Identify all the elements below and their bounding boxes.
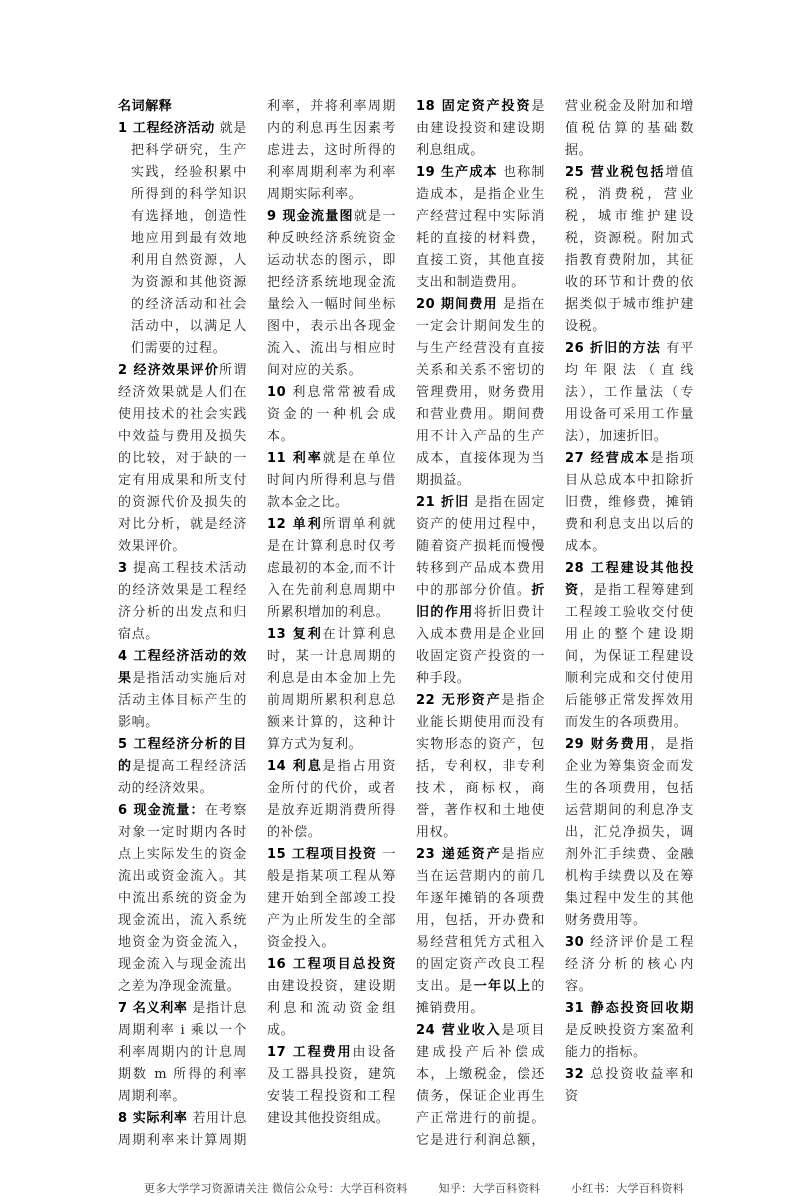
- entry-text: 由设备及工器具投资，建筑安装工程投资和工程建设其他投资组成。: [267, 1045, 396, 1126]
- entry-term: 25 营业税包括: [565, 165, 666, 180]
- entry-text: 也称制造成本，是指企业生产经营过程中实际消耗的直接的材料费，直接工资，其他直接支出和制造费用。: [416, 165, 545, 290]
- entry-text: 若用计息周期利率来计算周期利率，并将利率周期内的利息再生因素考虑进去，这时所得的利率周期利率为利率周期实际利率。: [118, 99, 396, 1148]
- entry-term: 29 财务费用: [565, 737, 651, 752]
- glossary-entry: [416, 162, 545, 294]
- entry-text: 是指项目从总成本中扣除折旧费，维修费，摊销费和利息支出以后的成本。: [565, 451, 694, 554]
- entry-text: 是指活动实施后对活动主体目标产生的影响。: [118, 671, 247, 730]
- entry-term: 11 利率: [267, 451, 323, 466]
- entry-text: 就是在单位时间内所得利息与借款本金之比。: [267, 451, 396, 510]
- entry-term: 32: [565, 1067, 585, 1082]
- entry-text: 就是把科学研究，生产实践，经验积累中所得到的科学知识有选择地，创造性地应用到最有效地利用自然资源，人为资源和其他资源的经济活动和社会活动中，以满足人们需要的过程。: [131, 121, 247, 356]
- entry-text: 一般是指某项工程从筹建开始到全部竣工投产为止所发生的全部资金投入。: [267, 847, 396, 950]
- entry-text: ，是指企业为筹集资金而发生的各项费用，包括运营期间的利息净支出，汇兑净损失，调剂外汇手续费、金融机构手续费以及在筹集过程中发生的其他财务费用等。: [565, 737, 694, 928]
- glossary-entry: [118, 998, 247, 1108]
- glossary-entry: [118, 360, 247, 558]
- glossary-entry: [416, 294, 545, 492]
- glossary-entry: [565, 558, 694, 734]
- entry-term: 折旧的作用: [416, 583, 545, 620]
- entry-text: 将折旧费计入成本费用是企业回收固定资产投资的一种手段。: [416, 605, 545, 686]
- entry-text: 就是一种反映经济系统资金运动状态的图示，即把经济系统地现金流量绘入一幅时间坐标图中，表示出各现金流入、流出与相应时间对应的关系。: [267, 209, 396, 378]
- entry-text: 是指在固定资产的使用过程中，随着资产损耗而慢慢转移到产品成本费用中的那部分价值。: [416, 495, 545, 598]
- entry-text: 在考察对象一定时期内各时点上实际发生的资金流出或资金流入。其中流出系统的资金为现金流出，流入系统地资金为资金流入，现金流入与现金流出之差为净现金流量。: [118, 803, 247, 994]
- glossary-entry: [565, 338, 694, 448]
- entry-term: 22 无形资产: [416, 693, 502, 708]
- glossary-entry: [565, 1064, 694, 1108]
- glossary-entry: [416, 690, 545, 844]
- entry-text: 是项目建成投产后补偿成本，上缴税金，偿还债务，保证企业再生产正常进行的前提。它是进行利润总额，营业税金及附加和增值税估算的基础数据。: [416, 99, 694, 1148]
- glossary-entry: [267, 844, 396, 954]
- entry-term: 16 工程项目总投资: [267, 957, 396, 972]
- glossary-entry: [118, 646, 247, 734]
- entry-text: 所谓单利就是在计算利息时仅考虑最初的本金,而不计入在先前利息周期中所累积增加的利息。: [267, 517, 396, 620]
- entry-term: 13 复利: [267, 627, 323, 642]
- entry-term: 23 递延资产: [416, 847, 502, 862]
- glossary-entry: [416, 96, 545, 162]
- entry-text: 有平均年限法（直线法），工作量法（专用设备可采用工作量法），加速折旧。: [565, 341, 694, 444]
- entry-term: 14 利息: [267, 759, 323, 774]
- glossary-entry: [118, 558, 247, 646]
- entry-text: 是指计息周期利率 i 乘以一个利率周期内的计息周期数 m 所得的利率周期利率。: [118, 1001, 248, 1104]
- entry-term: 9 现金流量图: [267, 209, 354, 224]
- entry-term: 26 折旧的方法: [565, 341, 661, 356]
- glossary-entry: [118, 118, 247, 360]
- glossary-entry: [267, 624, 396, 756]
- entry-text: 是反映投资方案盈利能力的指标。: [565, 1023, 694, 1060]
- glossary-entry: [565, 998, 694, 1064]
- entry-term: 3: [118, 561, 128, 576]
- glossary-entry: [565, 448, 694, 558]
- entry-text: 是指企业能长期使用而没有实物形态的资产，包括，专利权，非专利技术，商标权，商誉，著作权和土地使用权。: [416, 693, 545, 840]
- entry-term: 18 固定资产投资: [416, 99, 532, 114]
- entry-text: 总投资收益率和资: [565, 1067, 694, 1104]
- entry-term: 19 生产成本: [416, 165, 498, 180]
- entry-term: 20 期间费用: [416, 297, 498, 312]
- entry-text: 的摊销费用。: [416, 979, 546, 1016]
- footer-xiaohongshu: 小红书：大学百科资料: [571, 1182, 684, 1195]
- glossary-entry: [267, 514, 396, 624]
- entry-text: 是指在一定会计期间发生的与生产经营没有直接关系和关系不密切的管理费用，财务费用和营业费用。期间费用不计入产品的生产成本，直接体现为当期损益。: [416, 297, 545, 488]
- entry-text: 是指应当在运营期内的前几年逐年摊销的各项费用，包括，开办费和易经营租凭方式租入的固定资产改良工程支出。是: [416, 847, 545, 994]
- glossary-entry: [267, 954, 396, 1042]
- entry-term: 1 工程经济活动: [118, 121, 215, 136]
- entry-term: 6 现金流量：: [118, 803, 205, 818]
- glossary-entry: [267, 756, 396, 844]
- entry-term: 2 经济效果评价: [118, 363, 220, 378]
- glossary-entry: [267, 1042, 396, 1130]
- entry-term: 30: [565, 935, 585, 950]
- entry-term: 15 工程项目投资: [267, 847, 378, 862]
- glossary-entry: [267, 382, 396, 448]
- entry-text: 是由建设投资和建设期利息组成。: [416, 99, 545, 158]
- entry-term: 10: [267, 385, 287, 400]
- entry-text: 是指占用资金所付的代价，或者是放弃近期消费所得的补偿。: [267, 759, 396, 840]
- glossary-entry: [565, 734, 694, 932]
- entry-text: 是提高工程经济活动的经济效果。: [118, 759, 247, 796]
- glossary-entry: [565, 162, 694, 338]
- entry-term: 17 工程费用: [267, 1045, 353, 1060]
- entry-term: 12 单利: [267, 517, 323, 532]
- glossary-entry: [267, 448, 396, 514]
- footer-zhihu: 知乎：大学百科资料: [438, 1182, 541, 1195]
- entry-term: 28 工程建设其他投资: [565, 561, 694, 598]
- entry-text: 所谓经济效果就是人们在使用技术的社会实践中效益与费用及损失的比较，对于缺的一定有用成果和所支付的资源代价及损失的对比分析，就是经济效果评价。: [118, 363, 248, 554]
- glossary-entry: [118, 800, 247, 998]
- footer: [144, 1180, 684, 1196]
- glossary-entry: [416, 492, 545, 690]
- entry-text: 在计算利息时，某一计息周期的利息是由本金加上先前周期所累积利息总额来计算的，这种计算方式为复利。: [267, 627, 396, 752]
- entry-term: 8 实际利率: [118, 1111, 188, 1126]
- entry-text: 由建设投资，建设期利息和流动资金组成。: [267, 979, 396, 1038]
- entry-text: 利息常常被看成资金的一种机会成本。: [267, 385, 396, 444]
- entry-term: 21 折旧: [416, 495, 470, 510]
- entry-text: 提高工程技术活动的经济效果是工程经济分析的出发点和归宿点。: [118, 561, 247, 642]
- glossary-entry: [118, 734, 247, 800]
- section-title: 名词解释: [118, 99, 173, 114]
- glossary-entry: [267, 206, 396, 382]
- glossary-columns: [118, 96, 694, 1152]
- entry-term: 4 工程经济活动的效果: [118, 649, 247, 686]
- entry-term: 27 经营成本: [565, 451, 651, 466]
- entry-term: 一年以上: [473, 979, 532, 994]
- entry-text: 增值税，消费税，营业税，城市维护建设税，资源税。附加式指教育费附加，其征收的环节和计费的依据类似于城市维护建设税。: [565, 165, 694, 334]
- footer-wechat: 更多大学学习资源请关注 微信公众号：大学百科资料: [144, 1182, 408, 1195]
- glossary-entry: [416, 844, 545, 1020]
- entry-term: 5 工程经济分析的目的: [118, 737, 247, 774]
- entry-term: 31 静态投资回收期: [565, 1001, 694, 1016]
- entry-text: 经济评价是工程经济分析的核心内容。: [565, 935, 694, 994]
- glossary-entry: [565, 932, 694, 998]
- entry-text: ，是指工程筹建到工程竣工验收交付使用止的整个建设期间，为保证工程建设顺利完成和交付使用后能够正常发挥效用而发生的各项费用。: [565, 583, 694, 730]
- entry-term: 7 名义利率: [118, 1001, 188, 1016]
- entry-term: 24 营业收入: [416, 1023, 502, 1038]
